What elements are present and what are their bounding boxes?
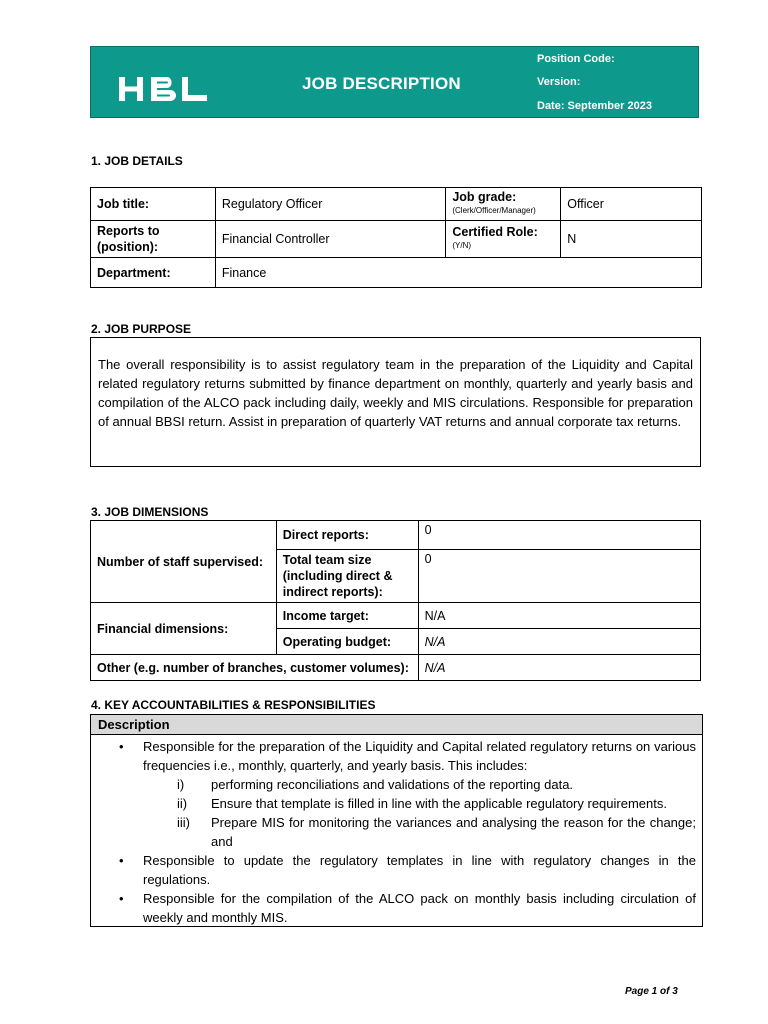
job-grade-hint: (Clerk/Officer/Manager): [452, 206, 536, 215]
operating-budget-label: Operating budget:: [276, 629, 418, 655]
certified-label: Certified Role:: [452, 225, 538, 239]
certified-hint: (Y/N): [452, 241, 472, 250]
job-grade-label: Job grade:: [452, 190, 517, 204]
list-item: [91, 889, 702, 927]
sub-item-number: ii): [177, 796, 188, 811]
job-purpose-text: The overall responsibility is to assist regulatory team in the preparation of the Liquidity and Capital related regulatory returns submitted by finance department on monthly, quarterly and yearly basis and compilation of the ALCO pack including daily, weekly and MIS circulations. Responsible for preparation of annual BBSI return. Assist in preparation of quarterly VAT returns and annual corporate tax returns.: [90, 337, 701, 467]
direct-reports-label: Direct reports:: [276, 521, 418, 550]
page-number: Page 1 of 3: [625, 986, 678, 997]
section-heading-job-dimensions: 3. JOB DIMENSIONS: [91, 505, 209, 519]
bullet-icon: •: [119, 891, 124, 906]
sub-item-number: iii): [177, 815, 190, 830]
accountabilities-box: [90, 714, 703, 927]
list-item: [91, 737, 702, 775]
job-grade-label-cell: [446, 188, 561, 221]
table-row: [91, 521, 701, 550]
department-label: Department:: [91, 258, 216, 288]
list-item: [91, 794, 702, 813]
list-item: [91, 775, 702, 794]
bullet-icon: •: [119, 853, 124, 868]
version: Version:: [537, 76, 581, 88]
bullet-icon: •: [119, 739, 124, 754]
team-size-value: 0: [418, 550, 700, 603]
position-code: Position Code:: [537, 53, 615, 65]
description-header: Description: [91, 715, 702, 735]
sub-item-text: performing reconciliations and validations of the reporting data.: [211, 777, 574, 792]
job-dimensions-table: [90, 520, 701, 681]
staff-supervised-label: Number of staff supervised:: [91, 521, 277, 603]
reports-to-label: Reports to (position):: [91, 221, 216, 258]
job-title-label: Job title:: [91, 188, 216, 221]
table-row: [91, 221, 702, 258]
sub-item-text: Prepare MIS for monitoring the variances and analysing the reason for the change; and: [211, 815, 696, 849]
other-dimensions-value: N/A: [418, 655, 700, 681]
table-row: [91, 258, 702, 288]
bullet-text: Responsible for the compilation of the ALCO pack on monthly basis including circulation of weekly and monthly MIS.: [143, 891, 696, 925]
section-heading-job-details: 1. JOB DETAILS: [91, 154, 183, 168]
job-details-table: [90, 187, 702, 288]
operating-budget-value: N/A: [418, 629, 700, 655]
reports-to-value: Financial Controller: [215, 221, 445, 258]
table-row: [91, 655, 701, 681]
direct-reports-value: 0: [418, 521, 700, 550]
team-size-label: Total team size (including direct & indirect reports):: [276, 550, 418, 603]
sub-item-number: i): [177, 777, 185, 792]
financial-dimensions-label: Financial dimensions:: [91, 603, 277, 655]
table-row: [91, 603, 701, 629]
department-value: Finance: [215, 258, 701, 288]
bullet-text: Responsible for the preparation of the Liquidity and Capital related regulatory returns on various frequencies i.e., monthly, quarterly, and yearly basis. This includes:: [143, 739, 696, 773]
document-header: [90, 46, 699, 118]
sub-item-text: Ensure that template is filled in line with the applicable regulatory requirements.: [211, 796, 667, 811]
document-title: JOB DESCRIPTION: [302, 74, 461, 93]
income-target-label: Income target:: [276, 603, 418, 629]
list-item: [91, 851, 702, 889]
bullet-text: Responsible to update the regulatory templates in line with regulatory changes in the regulations.: [143, 853, 696, 887]
job-title-value: Regulatory Officer: [215, 188, 445, 221]
section-heading-job-purpose: 2. JOB PURPOSE: [91, 322, 192, 336]
job-grade-value: Officer: [561, 188, 702, 221]
list-item: [91, 813, 702, 851]
section-heading-key-accountabilities: 4. KEY ACCOUNTABILITIES & RESPONSIBILITIES: [91, 698, 376, 712]
income-target-value: N/A: [418, 603, 700, 629]
table-row: [91, 188, 702, 221]
certified-label-cell: [446, 221, 561, 258]
document-date: Date: September 2023: [537, 100, 652, 112]
certified-value: N: [561, 221, 702, 258]
hbl-logo: [119, 75, 209, 105]
other-dimensions-label: Other (e.g. number of branches, customer volumes):: [91, 655, 419, 681]
